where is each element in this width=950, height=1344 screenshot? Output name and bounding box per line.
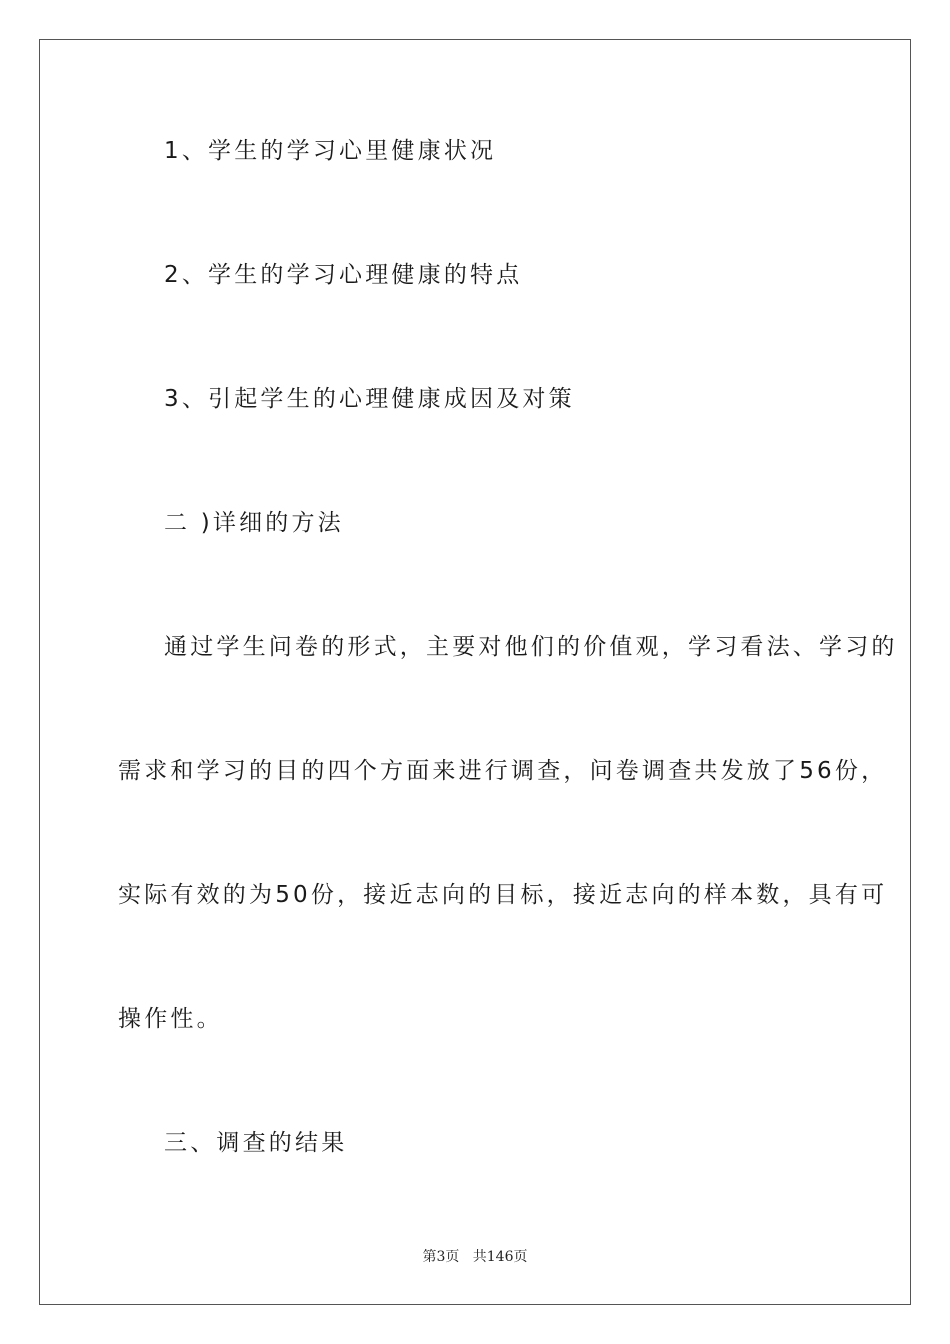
- page-frame: [39, 39, 911, 1305]
- list-item-3: 3、引起学生的心理健康成因及对策: [164, 386, 575, 412]
- paragraph-line-3: 实际有效的为50份，接近志向的目标，接近志向的样本数，具有可: [118, 882, 888, 908]
- list-item-1: 1、学生的学习心里健康状况: [164, 138, 497, 164]
- page-footer: [0, 1246, 950, 1266]
- total-pages: 共146页: [472, 1249, 528, 1265]
- list-item-2: 2、学生的学习心理健康的特点: [164, 262, 523, 288]
- paragraph-line-1: 通过学生问卷的形式，主要对他们的价值观，学习看法、学习的: [164, 634, 898, 660]
- section-heading-methods: 二 )详细的方法: [164, 510, 344, 536]
- paragraph-line-2: 需求和学习的目的四个方面来进行调查，问卷调查共发放了56份，: [118, 758, 888, 784]
- section-heading-results: 三、调查的结果: [164, 1130, 348, 1156]
- paragraph-line-4: 操作性。: [118, 1006, 223, 1032]
- page-number: 第3页: [422, 1249, 460, 1265]
